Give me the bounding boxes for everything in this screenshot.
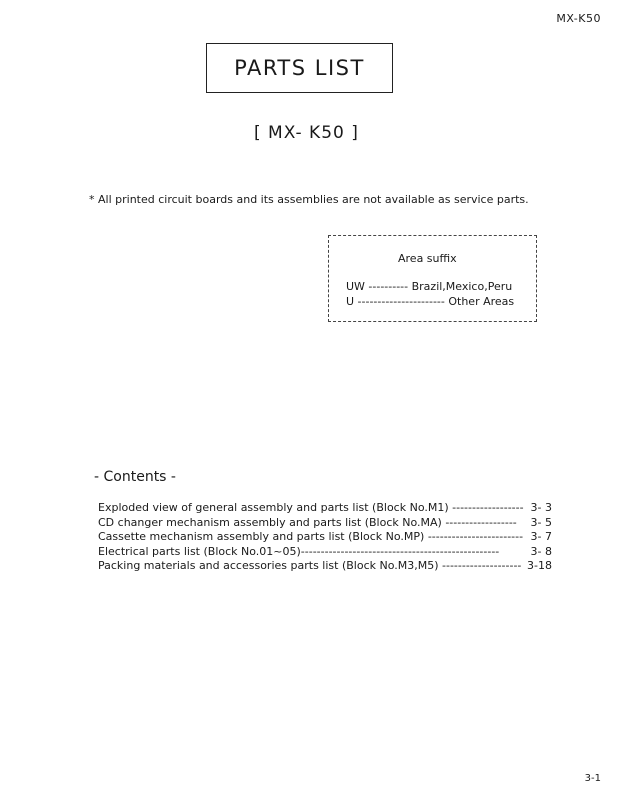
toc-item-label: CD changer mechanism assembly and parts list (Block No.MA) ------------------ bbox=[98, 516, 517, 529]
toc-item[interactable] bbox=[98, 516, 558, 530]
footer-page-number: 3-1 bbox=[584, 773, 601, 784]
toc-item-label: Electrical parts list (Block No.01~05)-------------------------------------------------- bbox=[98, 545, 500, 558]
area-suffix-row-u: U ---------------------- Other Areas bbox=[346, 295, 515, 308]
service-note: * All printed circuit boards and its assemblies are not available as service parts. bbox=[89, 193, 529, 206]
toc-item-page: 3- 7 bbox=[530, 530, 552, 543]
toc-item-label: Exploded view of general assembly and parts list (Block No.M1) ------------------ bbox=[98, 501, 524, 514]
toc-item-label: Cassette mechanism assembly and parts list (Block No.MP) ------------------------ bbox=[98, 530, 524, 543]
page-title: PARTS LIST bbox=[234, 56, 365, 80]
header-model-label: MX-K50 bbox=[556, 12, 601, 25]
toc-item[interactable] bbox=[98, 501, 558, 515]
toc-item[interactable] bbox=[98, 559, 558, 573]
title-box bbox=[206, 43, 393, 93]
toc-item-label: Packing materials and accessories parts list (Block No.M3,M5) -------------------- bbox=[98, 559, 522, 572]
toc-item-page: 3- 8 bbox=[530, 545, 552, 558]
area-suffix-row-uw: UW ---------- Brazil,Mexico,Peru bbox=[346, 280, 513, 293]
toc-item[interactable] bbox=[98, 545, 558, 559]
toc-item-page: 3-18 bbox=[527, 559, 552, 572]
toc-item-page: 3- 3 bbox=[530, 501, 552, 514]
model-name: [ MX- K50 ] bbox=[254, 123, 359, 143]
toc-item[interactable] bbox=[98, 530, 558, 544]
area-suffix-title: Area suffix bbox=[398, 252, 457, 265]
contents-heading: - Contents - bbox=[94, 469, 176, 485]
area-suffix-box bbox=[328, 235, 537, 322]
toc-item-page: 3- 5 bbox=[530, 516, 552, 529]
